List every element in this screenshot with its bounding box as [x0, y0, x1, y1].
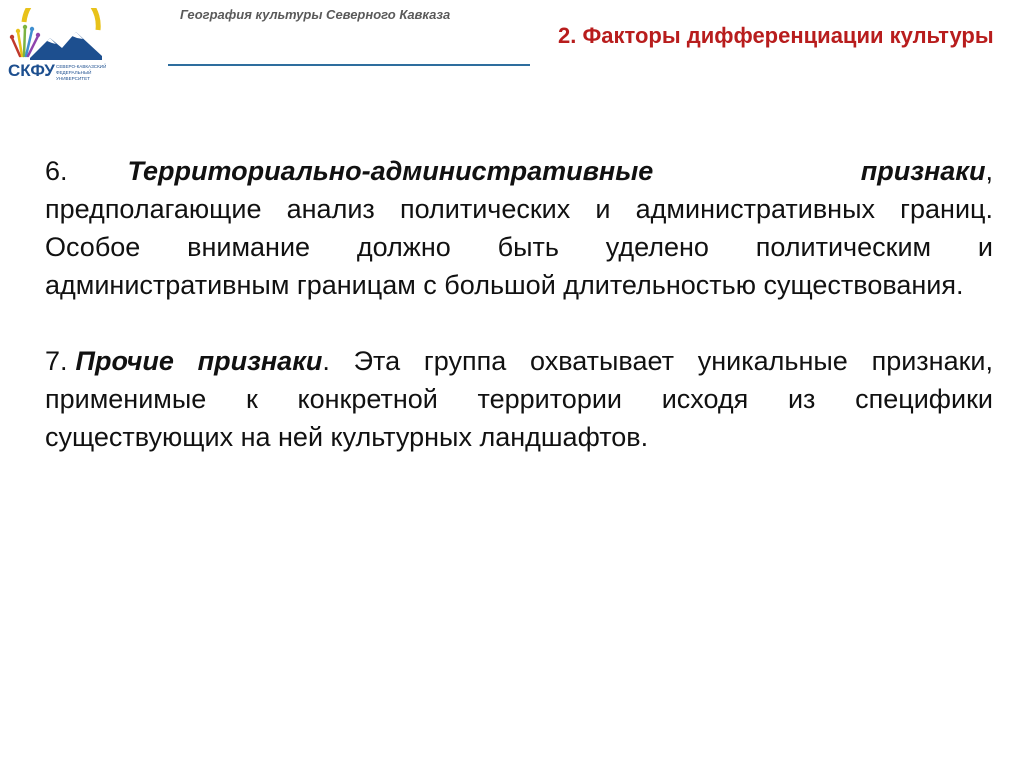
skfu-logo-icon: [6, 8, 106, 84]
logo-name: СКФУ: [8, 61, 55, 80]
paragraph-term: Территориально-административные признаки: [127, 156, 986, 186]
header-divider: [168, 64, 530, 66]
paragraph-7: [45, 342, 993, 456]
logo-caption-line-1: СЕВЕРО-КАВКАЗСКИЙ: [56, 64, 106, 69]
paragraph-number: 6.: [45, 156, 68, 186]
logo-caption-line-3: УНИВЕРСИТЕТ: [56, 76, 90, 81]
section-title: 2. Факторы дифференциации культуры: [558, 23, 994, 48]
slide-body: [45, 152, 993, 456]
logo-caption-line-2: ФЕДЕРАЛЬНЫЙ: [56, 70, 92, 75]
paragraph-text: , предполагающие анализ политических и административных границ. Особое внимание должно быть уделено политическим и административным границам с большой длительностью существования.: [45, 156, 993, 300]
paragraph-number: 7.: [45, 346, 68, 376]
paragraph-text: . Эта группа охватывает уникальные признаки, применимые к конкретной территории исходя из специфики существующих на ней культурных ландшафтов.: [45, 346, 993, 452]
paragraph-6: [45, 152, 993, 304]
course-title: География культуры Северного Кавказа: [180, 7, 451, 22]
paragraph-term: Прочие признаки: [75, 346, 323, 376]
university-logo: [6, 8, 106, 84]
